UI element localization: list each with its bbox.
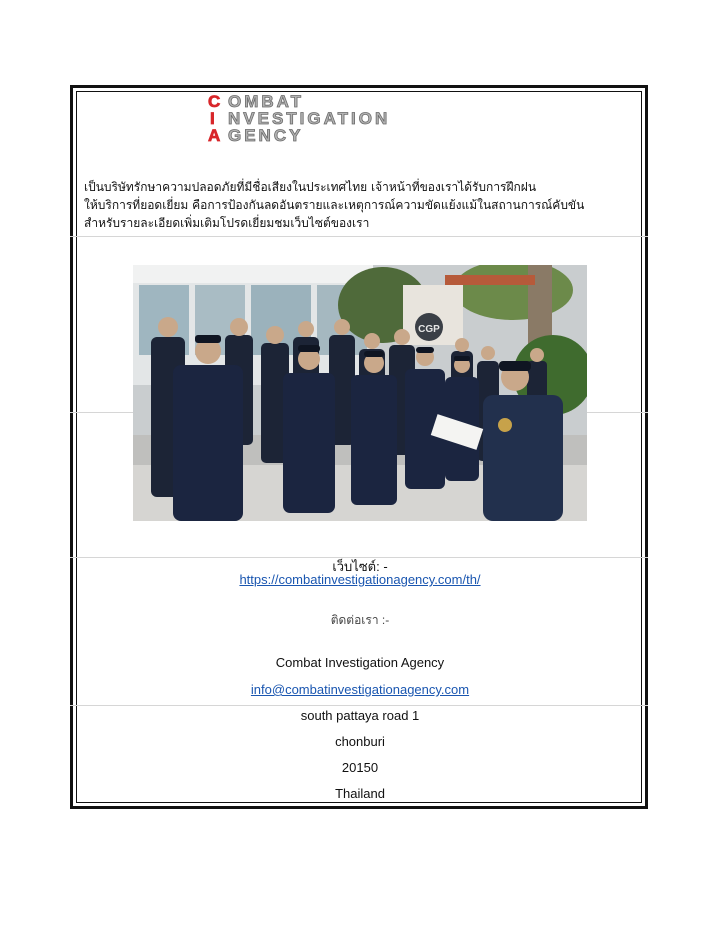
contact-label: ติดต่อเรา :- <box>330 613 390 627</box>
photo-illustration <box>133 265 587 521</box>
company-name: Combat Investigation Agency <box>275 655 445 670</box>
city: chonburi <box>335 734 385 749</box>
logo-initial-c: C <box>208 92 221 111</box>
security-team-photo <box>133 265 587 521</box>
divider-line <box>70 705 648 706</box>
logo-word-agency: GENCY <box>228 126 304 142</box>
postcode: 20150 <box>341 760 379 775</box>
intro-line: สำหรับรายละเอียดเพิ่มเติมโปรดเยี่ยมชมเว็บไซต์ของเรา <box>84 216 370 230</box>
website-link[interactable]: https://combatinvestigationagency.com/th/ <box>239 572 481 587</box>
divider-line <box>70 236 648 237</box>
email-link[interactable]: info@combatinvestigationagency.com <box>250 682 470 697</box>
intro-paragraph <box>84 178 636 232</box>
intro-line: ให้บริการที่ยอดเยี่ยม คือการป้องกันลดอันตรายและเหตุการณ์ความขัดแย้งแม้ในสถานการณ์คับขัน <box>84 198 585 212</box>
logo-initial-a: A <box>208 126 221 142</box>
intro-line: เป็นบริษัทรักษาความปลอดภัยที่มีชื่อเสียงในประเทศไทย เจ้าหน้าที่ของเราได้รับการฝึกฝน <box>84 180 537 194</box>
logo-initial-i: I <box>210 109 215 128</box>
logo-word-combat: OMBAT <box>228 92 305 111</box>
address-line: south pattaya road 1 <box>300 708 420 723</box>
country: Thailand <box>335 786 385 801</box>
website-label: เว็บไซต์: - <box>332 559 388 574</box>
company-logo <box>206 92 516 142</box>
logo-word-investigation: NVESTIGATION <box>228 109 391 128</box>
cgp-badge-text: CGP <box>418 324 440 335</box>
